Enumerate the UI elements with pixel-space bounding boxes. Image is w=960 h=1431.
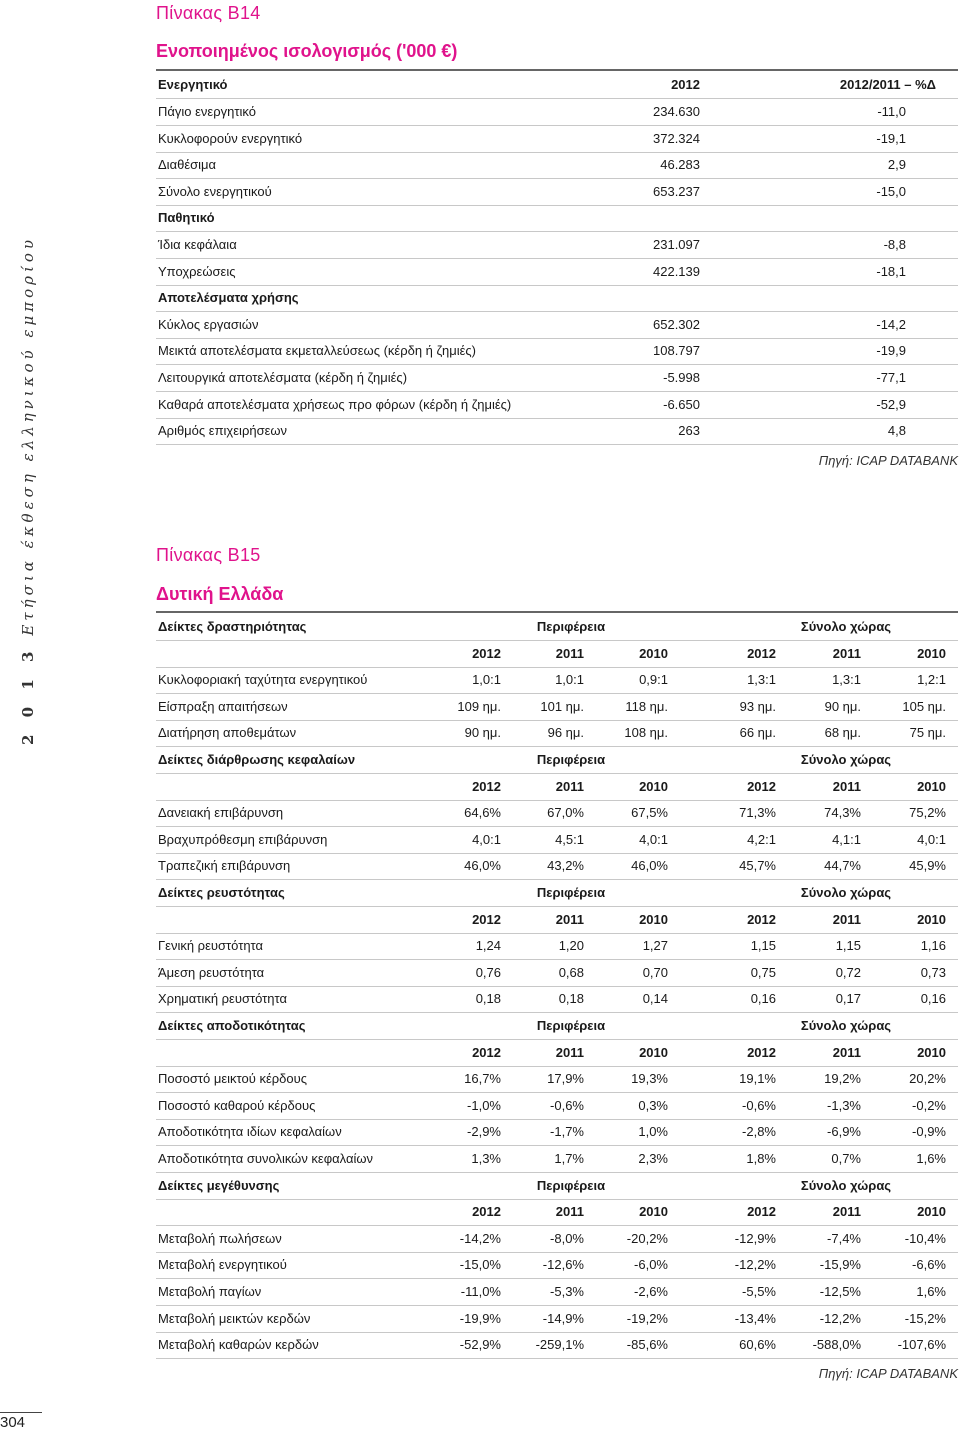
row-value: 4,0:1 [917, 831, 946, 847]
row-value: 90 ημ. [464, 725, 501, 741]
row-value: -14,9% [542, 1310, 584, 1326]
row-value: -2,6% [634, 1284, 668, 1299]
row-value: 0,14 [642, 991, 668, 1007]
table-row [156, 1306, 958, 1332]
row-value: 0,18 [475, 991, 501, 1007]
table-row [156, 99, 958, 125]
row-value: -20,2% [626, 1230, 668, 1246]
row-value: 1,16 [920, 938, 946, 954]
row-change: -18,1 [876, 263, 906, 279]
table-row [156, 205, 958, 231]
table-row [156, 960, 958, 986]
row-label: Ίδια κεφάλαια [158, 237, 237, 252]
row-label: Μεικτά αποτελέσματα εκμεταλλεύσεως (κέρδη ή ζημιές) [158, 343, 477, 359]
row-value: 1,8% [746, 1151, 776, 1166]
year-header: 2010 [917, 778, 946, 794]
row-value: 44,7% [824, 858, 861, 874]
row-value: 16,7% [464, 1071, 501, 1087]
group-country: Σύνολο χώρας [800, 885, 892, 900]
row-label: Τραπεζική επιβάρυνση [158, 858, 291, 874]
group-region: Περιφέρεια [536, 1177, 606, 1193]
row-value: 46,0% [631, 858, 668, 874]
row-value: 60,6% [739, 1337, 776, 1353]
row-label: Λειτουργικά αποτελέσματα (κέρδη ή ζημιές) [158, 370, 408, 385]
table1-header-change: 2012/2011 – %Δ [839, 77, 936, 92]
row-label: Καθαρά αποτελέσματα χρήσεως προ φόρων (κέρδη ή ζημιές) [158, 396, 512, 412]
row-value: -107,6% [897, 1337, 946, 1353]
row-value: 75 ημ. [909, 725, 946, 741]
sidebar-title: Ετήσια έκθεση ελληνικού εμπορίου [19, 236, 37, 636]
row-label: Αποδοτικότητα συνολικών κεφαλαίων [158, 1151, 374, 1166]
row-change: -52,9 [876, 396, 906, 412]
sidebar-caption [19, 236, 37, 745]
years-header-row [156, 1199, 958, 1225]
row-label: Μεταβολή καθαρών κερδών [158, 1337, 319, 1353]
year-header: 2011 [832, 1204, 861, 1220]
row-value: -15,0% [459, 1257, 501, 1273]
row-value: -19,2% [626, 1310, 668, 1326]
year-header: 2010 [639, 1204, 668, 1220]
row-value: -6,0% [634, 1257, 668, 1273]
row-value-2012: -5.998 [663, 370, 700, 385]
year-header: 2011 [555, 778, 584, 794]
row-label: Βραχυπρόθεσμη επιβάρυνση [158, 831, 328, 847]
row-value: 0,17 [835, 991, 861, 1007]
row-value: -259,1% [535, 1337, 584, 1353]
row-value: 4,0:1 [472, 831, 501, 847]
row-value: 74,3% [824, 805, 861, 821]
row-label: Είσπραξη απαιτήσεων [158, 698, 288, 714]
row-label: Κυκλοφορούν ενεργητικό [158, 130, 303, 146]
row-label: Αποτελέσματα χρήσης [158, 290, 299, 306]
year-header: 2010 [917, 1204, 946, 1220]
table1-label: Πίνακας Β14 [156, 3, 261, 23]
row-value: -10,4% [904, 1230, 946, 1246]
row-value: 1,0:1 [555, 672, 584, 688]
row-value-2012: 652.302 [653, 316, 700, 332]
year-header: 2012 [747, 911, 776, 927]
table-row [156, 365, 958, 391]
year-header: 2012 [747, 645, 776, 661]
section-header-row [156, 880, 958, 906]
row-value: 1,7% [554, 1151, 584, 1166]
divider [156, 444, 958, 445]
row-value: 96 ημ. [547, 725, 584, 741]
year-header: 2010 [639, 1044, 668, 1060]
divider [156, 1358, 958, 1359]
row-label: Δανειακή επιβάρυνση [158, 805, 284, 821]
row-value: -0,6% [742, 1097, 776, 1113]
row-value: 2,3% [638, 1151, 668, 1166]
table-row [156, 1252, 958, 1278]
row-value: -52,9% [459, 1337, 501, 1353]
row-value: 0,75 [750, 964, 776, 980]
table2-source: Πηγή: ICAP DATABANK [818, 1366, 958, 1381]
year-header: 2012 [747, 1204, 776, 1220]
year-header: 2010 [639, 911, 668, 927]
table-row [156, 667, 958, 693]
row-value: 1,15 [750, 938, 776, 954]
table2-label: Πίνακας Β15 [156, 545, 261, 565]
row-label: Μεταβολή ενεργητικού [158, 1257, 287, 1273]
year-header: 2011 [555, 911, 584, 927]
table-row [156, 933, 958, 959]
row-change: -14,2 [876, 316, 906, 332]
table1-header-asset: Ενεργητικό [158, 77, 228, 92]
row-value: 0,9:1 [639, 672, 668, 688]
table-row [156, 1332, 958, 1358]
row-value: 118 ημ. [625, 698, 668, 714]
row-label: Υποχρεώσεις [158, 263, 236, 279]
row-label: Κύκλος εργασιών [158, 316, 259, 332]
row-value: 64,6% [464, 805, 501, 821]
group-country: Σύνολο χώρας [800, 752, 892, 767]
row-value: 0,76 [475, 964, 501, 980]
table2-top-rule [156, 611, 958, 613]
year-header: 2010 [917, 1044, 946, 1060]
table-row [156, 312, 958, 338]
table-row [156, 285, 958, 311]
table-row [156, 1066, 958, 1092]
year-header: 2012 [747, 778, 776, 794]
row-value: 108 ημ. [624, 725, 668, 741]
row-value: 1,27 [642, 938, 668, 954]
table-row [156, 1146, 958, 1172]
row-value: 0,16 [920, 991, 946, 1007]
row-value: 67,5% [631, 805, 668, 821]
year-header: 2010 [639, 645, 668, 661]
row-value: -0,9% [912, 1124, 946, 1140]
row-value: 20,2% [909, 1071, 946, 1087]
row-change: -19,1 [876, 130, 906, 146]
row-value: 1,0% [638, 1124, 668, 1140]
table-row [156, 338, 958, 364]
section-header-row [156, 1013, 958, 1039]
table-row [156, 853, 958, 879]
year-header: 2011 [555, 1204, 584, 1220]
row-value: 19,3% [631, 1071, 668, 1087]
row-value: 0,72 [835, 964, 861, 980]
row-value: 71,3% [739, 805, 776, 821]
table-row [156, 392, 958, 418]
row-value-2012: 108.797 [653, 343, 700, 359]
row-value: 0,3% [638, 1097, 668, 1113]
row-value: -5,3% [550, 1284, 584, 1299]
row-value: -6,6% [912, 1257, 946, 1273]
row-change: -77,1 [876, 370, 906, 385]
row-value: 4,5:1 [555, 831, 584, 847]
row-value-2012: 231.097 [653, 237, 700, 252]
row-value: -0,6% [550, 1097, 584, 1113]
row-value: 90 ημ. [824, 698, 861, 714]
row-value-2012: 263 [678, 423, 700, 439]
row-value: -13,4% [734, 1310, 776, 1326]
row-value-2012: 234.630 [653, 104, 700, 119]
row-value: -14,2% [459, 1230, 501, 1246]
row-value: 1,2:1 [917, 672, 946, 688]
row-value: 1,3:1 [832, 672, 861, 688]
row-value-2012: 422.139 [653, 263, 700, 279]
row-label: Γενική ρευστότητα [158, 938, 264, 954]
table-row [156, 179, 958, 205]
table-row [156, 1119, 958, 1145]
year-header: 2011 [832, 778, 861, 794]
row-value: 67,0% [547, 805, 584, 821]
row-value: 0,18 [558, 991, 584, 1007]
year-header: 2011 [555, 645, 584, 661]
section-title: Δείκτες μεγέθυνσης [158, 1177, 280, 1193]
sidebar-year: 2 0 1 3 [19, 645, 37, 745]
table1-top-rule [156, 69, 958, 71]
row-label: Αριθμός επιχειρήσεων [158, 423, 288, 439]
row-value: -1,0% [467, 1097, 501, 1113]
group-country: Σύνολο χώρας [800, 1018, 892, 1033]
row-value: -5,5% [742, 1284, 776, 1299]
table-row [156, 418, 958, 444]
row-value: 43,2% [547, 858, 584, 874]
year-header: 2012 [472, 911, 501, 927]
row-value: 1,6% [916, 1284, 946, 1299]
row-value-2012: 46.283 [660, 157, 700, 173]
table-row [156, 800, 958, 826]
row-value: 19,1% [739, 1071, 776, 1087]
row-value-2012: 653.237 [653, 183, 700, 199]
row-change: -11,0 [877, 104, 906, 119]
row-value: -15,2% [904, 1310, 946, 1326]
row-value: 101 ημ. [540, 698, 584, 714]
row-value-2012: -6.650 [663, 396, 700, 412]
row-value: -12,9% [734, 1230, 776, 1246]
row-value: 1,6% [916, 1151, 946, 1166]
row-value: -7,4% [827, 1230, 861, 1246]
years-header-row [156, 907, 958, 933]
row-label: Αποδοτικότητα ιδίων κεφαλαίων [158, 1124, 342, 1140]
row-value: 1,24 [475, 938, 501, 954]
year-header: 2012 [747, 1044, 776, 1060]
row-value: -1,7% [550, 1124, 584, 1140]
row-value: 4,2:1 [747, 831, 776, 847]
table2-title: Δυτική Ελλάδα [156, 584, 284, 604]
table-row [156, 259, 958, 285]
row-value: -85,6% [626, 1337, 668, 1353]
row-value: -2,9% [467, 1124, 501, 1140]
year-header: 2010 [639, 778, 668, 794]
year-header: 2011 [555, 1044, 584, 1060]
year-header: 2011 [832, 911, 861, 927]
row-value: -588,0% [812, 1337, 861, 1353]
row-value: -12,6% [542, 1257, 584, 1273]
row-value: -12,2% [819, 1310, 861, 1326]
row-value: 17,9% [547, 1071, 584, 1087]
row-change: 2,9 [887, 157, 906, 173]
table1-header-row [156, 72, 958, 98]
row-label: Σύνολο ενεργητικού [158, 183, 272, 199]
row-label: Μεταβολή μεικτών κερδών [158, 1310, 311, 1326]
row-label: Διατήρηση αποθεμάτων [158, 725, 297, 741]
year-header: 2010 [917, 645, 946, 661]
row-change: 4,8 [887, 423, 906, 439]
row-value: 1,20 [558, 938, 584, 954]
years-header-row [156, 641, 958, 667]
table1-title: Ενοποιημένος ισολογισμός ('000 €) [156, 41, 458, 61]
page-number: 304 [0, 1414, 26, 1431]
row-value: -11,0% [460, 1284, 501, 1299]
row-change: -15,0 [876, 183, 906, 199]
year-header: 2012 [472, 645, 501, 661]
section-header-row [156, 747, 958, 773]
row-value: -12,5% [819, 1284, 861, 1299]
row-label: Μεταβολή παγίων [158, 1284, 262, 1299]
section-title: Δείκτες αποδοτικότητας [158, 1018, 306, 1033]
row-value: 68 ημ. [824, 725, 861, 741]
table-row [156, 1093, 958, 1119]
row-label: Παθητικό [158, 210, 215, 226]
row-label: Μεταβολή πωλήσεων [158, 1230, 282, 1246]
table-row [156, 126, 958, 152]
row-value-2012: 372.324 [653, 130, 700, 146]
table1-source: Πηγή: ICAP DATABANK [818, 453, 958, 468]
row-value: -8,0% [550, 1230, 584, 1246]
years-header-row [156, 774, 958, 800]
row-label: Πάγιο ενεργητικό [158, 104, 256, 119]
year-header: 2011 [832, 1044, 861, 1060]
group-region: Περιφέρεια [536, 752, 606, 767]
year-header: 2010 [917, 911, 946, 927]
table-row [156, 694, 958, 720]
section-header-row [156, 614, 958, 640]
row-value: 93 ημ. [739, 698, 776, 714]
section-title: Δείκτες ρευστότητας [158, 885, 285, 900]
row-value: 109 ημ. [457, 698, 501, 714]
year-header: 2011 [832, 645, 861, 661]
row-value: 45,7% [739, 858, 776, 874]
group-country: Σύνολο χώρας [800, 619, 892, 634]
row-label: Χρηματική ρευστότητα [158, 991, 288, 1007]
table-row [156, 152, 958, 178]
row-value: 45,9% [909, 858, 946, 874]
sidebar [0, 0, 120, 1431]
row-value: 1,3:1 [747, 672, 776, 688]
table-row [156, 986, 958, 1012]
row-value: 1,3% [471, 1151, 501, 1166]
row-value: 1,15 [835, 938, 861, 954]
row-value: 0,68 [558, 964, 584, 980]
row-label: Διαθέσιμα [158, 157, 217, 173]
row-value: 66 ημ. [739, 725, 776, 741]
table-row [156, 1279, 958, 1305]
row-value: 0,70 [642, 964, 668, 980]
page-number-rule [0, 1412, 42, 1413]
section-title: Δείκτες διάρθρωσης κεφαλαίων [158, 752, 356, 767]
row-label: Άμεση ρευστότητα [158, 964, 265, 980]
row-value: 4,0:1 [639, 831, 668, 847]
row-label: Ποσοστό καθαρού κέρδους [158, 1097, 316, 1113]
row-value: -15,9% [819, 1257, 861, 1273]
year-header: 2012 [472, 1204, 501, 1220]
row-value: -6,9% [827, 1124, 861, 1140]
row-value: 0,16 [750, 991, 776, 1007]
group-region: Περιφέρεια [536, 619, 606, 634]
row-change: -8,8 [883, 237, 906, 252]
year-header: 2012 [472, 778, 501, 794]
row-value: -12,2% [734, 1257, 776, 1273]
row-value: 0,7% [831, 1151, 861, 1166]
row-value: -1,3% [827, 1097, 861, 1113]
row-label: Ποσοστό μεικτού κέρδους [158, 1071, 307, 1087]
table-row [156, 232, 958, 258]
years-header-row [156, 1040, 958, 1066]
row-value: 105 ημ. [902, 698, 946, 714]
group-region: Περιφέρεια [536, 1018, 606, 1033]
group-country: Σύνολο χώρας [800, 1177, 892, 1193]
row-value: 75,2% [909, 805, 946, 821]
section-title: Δείκτες δραστηριότητας [158, 619, 307, 634]
row-label: Κυκλοφοριακή ταχύτητα ενεργητικού [158, 672, 368, 688]
row-value: 4,1:1 [832, 831, 861, 847]
row-value: 0,73 [920, 964, 946, 980]
table-row [156, 827, 958, 853]
row-value: -0,2% [912, 1097, 946, 1113]
group-region: Περιφέρεια [536, 885, 606, 900]
row-change: -19,9 [876, 343, 906, 359]
row-value: 19,2% [824, 1071, 861, 1087]
row-value: -19,9% [459, 1310, 501, 1326]
table1-header-year: 2012 [671, 77, 700, 92]
row-value: -2,8% [742, 1124, 776, 1140]
table-row [156, 1226, 958, 1252]
row-value: 46,0% [464, 858, 501, 874]
section-header-row [156, 1173, 958, 1199]
row-value: 1,0:1 [472, 672, 501, 688]
table-row [156, 720, 958, 746]
year-header: 2012 [472, 1044, 501, 1060]
